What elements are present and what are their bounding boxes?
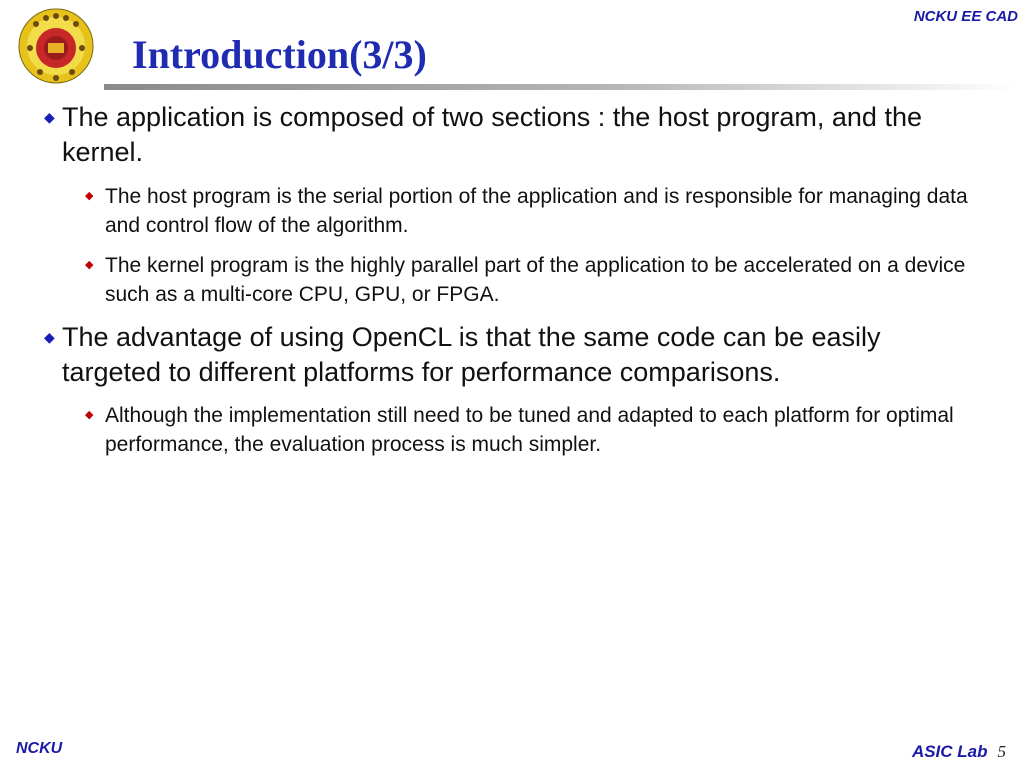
bullet-item bbox=[44, 100, 974, 170]
page-number: 5 bbox=[997, 742, 1006, 761]
sub-bullet-text: The host program is the serial portion of the application and is responsible for managing data and control flow of the algorithm. bbox=[105, 185, 968, 237]
slide-title: Introduction(3/3) bbox=[132, 32, 427, 77]
university-seal-logo bbox=[18, 8, 94, 84]
sub-bullet-text: The kernel program is the highly parallel part of the application to be accelerated on a device such as a multi-core CPU, GPU, or FPGA. bbox=[105, 254, 966, 306]
footer-lab-label: ASIC Lab bbox=[911, 742, 988, 761]
diamond-icon: ◆ bbox=[85, 409, 94, 421]
diamond-icon: ◆ bbox=[85, 190, 94, 202]
diamond-icon: ◆ bbox=[85, 259, 94, 271]
bullet-text: The advantage of using OpenCL is that the same code can be easily targeted to different platforms for performance comparisons. bbox=[62, 322, 881, 387]
bullet-text: The application is composed of two sections : the host program, and the kernel. bbox=[62, 102, 922, 167]
diamond-icon: ◆ bbox=[44, 329, 55, 345]
sub-bullet-item bbox=[85, 251, 990, 309]
title-divider bbox=[104, 84, 1018, 90]
diamond-icon: ◆ bbox=[44, 109, 55, 125]
footer-org-label: NCKU bbox=[16, 740, 63, 757]
footer-lab bbox=[912, 742, 1006, 762]
sub-bullet-item bbox=[85, 182, 990, 240]
sub-bullet-text: Although the implementation still need to be tuned and adapted to each platform for optimal performance, the evaluation process is much simpler. bbox=[105, 404, 954, 456]
header-course-label: NCKU EE CAD bbox=[913, 8, 1018, 25]
sub-bullet-item bbox=[85, 401, 990, 459]
bullet-item bbox=[44, 320, 974, 390]
